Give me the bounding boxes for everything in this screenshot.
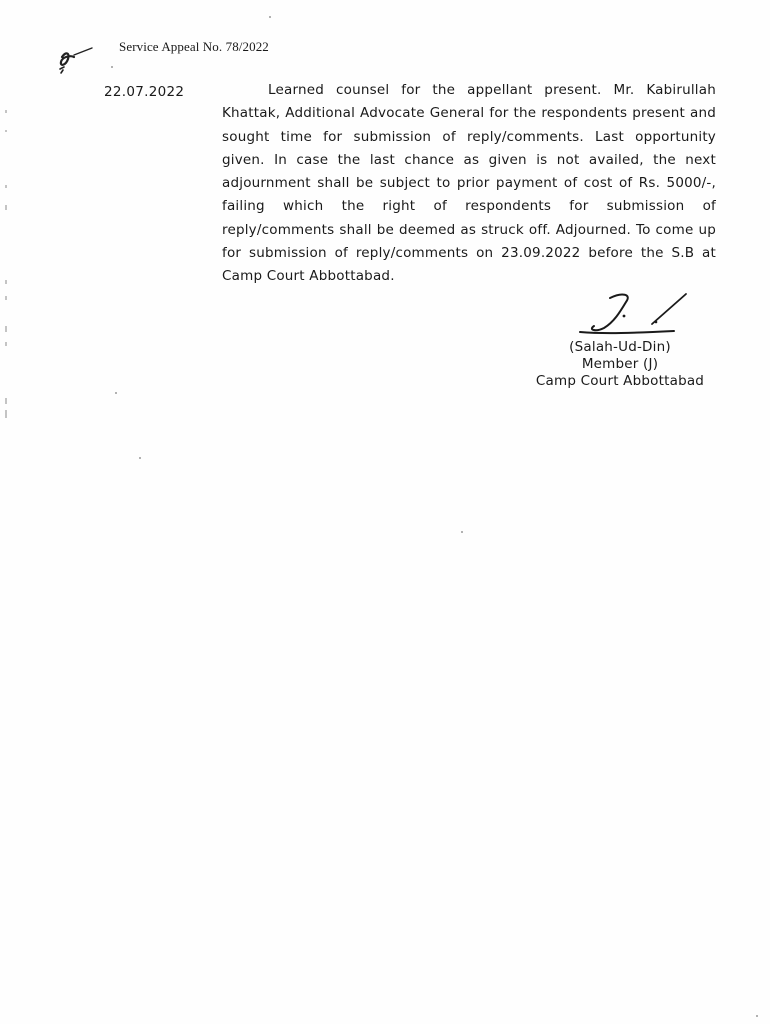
- scan-speck: [111, 66, 113, 68]
- signatory-place: Camp Court Abbottabad: [535, 373, 705, 389]
- scan-speck: [756, 1015, 758, 1017]
- scan-speck: [269, 16, 271, 18]
- scan-speck: [461, 531, 463, 533]
- case-reference: Service Appeal No. 78/2022: [119, 39, 269, 54]
- signature-block: [500, 339, 740, 390]
- order-date: 22.07.2022: [104, 84, 185, 100]
- signatory-designation: Member (J): [581, 356, 659, 372]
- scan-margin-marks: [2, 100, 10, 430]
- scan-speck: [115, 392, 117, 394]
- signatory-name: (Salah-Ud-Din): [569, 339, 671, 355]
- handwritten-initials: [52, 45, 96, 77]
- order-text: Learned counsel for the appellant present. Mr. Kabirullah Khattak, Additional Advocate General for the respondents present and sought time for submission of reply/comments. Last opportunity given. In case the last chance as given is not availed, the next adjournment shall be subject to prior payment of cost of Rs. 5000/-, failing which the right of respondents for submission of reply/comments shall be deemed as struck off. Adjourned. To come up for submission of reply/comments on 23.09.2022 before the S.B at Camp Court Abbottabad.: [222, 82, 716, 285]
- member-signature: [574, 288, 694, 340]
- scan-speck: [139, 457, 141, 459]
